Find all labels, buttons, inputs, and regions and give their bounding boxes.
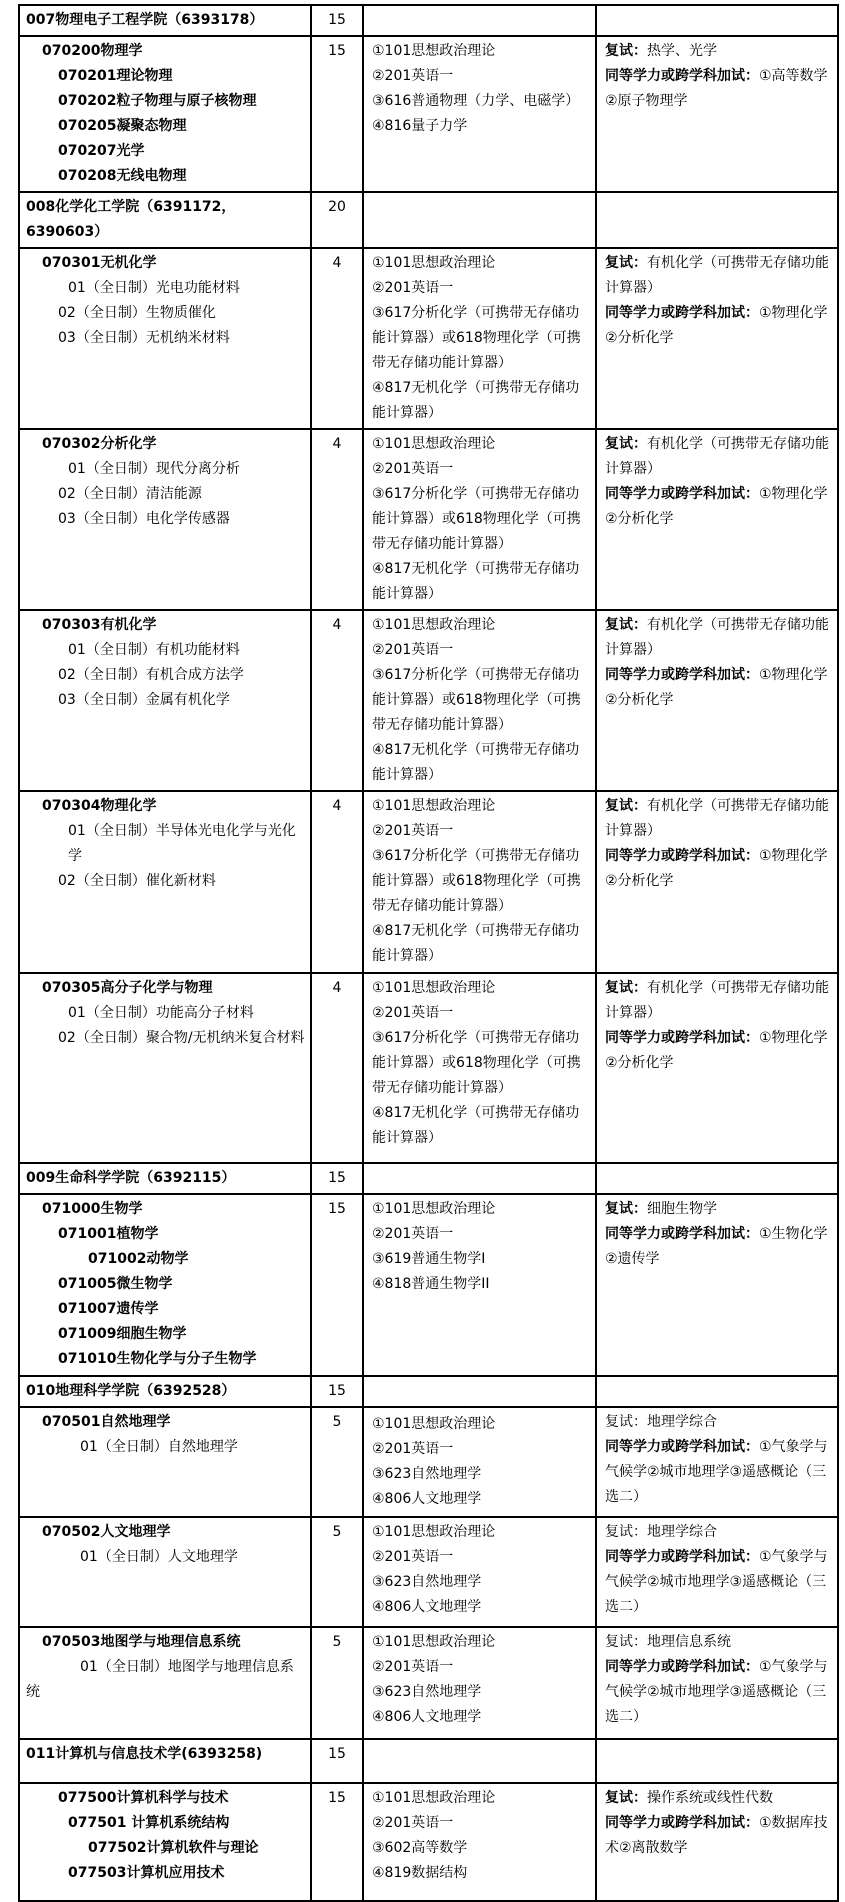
major-row <box>19 1517 838 1627</box>
retest-fushi <box>605 1197 833 1222</box>
dept-name: 008化学化工学院（6391172，6390603） <box>26 199 236 240</box>
retest-fushi-text: 有机化学（可携带无存储功能计算器） <box>605 436 829 477</box>
dept-row <box>19 1163 838 1194</box>
retest-jiashi <box>605 482 833 532</box>
enrollment-quota: 5 <box>332 1634 342 1650</box>
exam-subject: ③617分析化学（可携带无存储功能计算器）或618物理化学（可携带无存储功能计算器） <box>372 305 581 371</box>
exam-subject: ②201英语一 <box>372 461 454 477</box>
major-cell <box>19 610 311 791</box>
major-row <box>19 1194 838 1376</box>
retest-fushi <box>605 39 833 64</box>
research-direction: 03（全日制）金属有机化学 <box>58 692 230 708</box>
research-direction: 01（全日制）有机功能材料 <box>68 642 240 658</box>
exam-subject: ③623自然地理学 <box>372 1466 482 1482</box>
dept-name: 007物理电子工程学院（6393178） <box>26 12 264 28</box>
retest-cell <box>596 429 838 610</box>
quota-cell <box>311 429 363 610</box>
research-direction: 01（全日制）半导体光电化学与光化学 <box>68 823 296 864</box>
retest-fushi <box>605 432 833 482</box>
major-cell <box>19 1407 311 1517</box>
retest-cell <box>596 192 838 248</box>
retest-fushi-text: 有机化学（可携带无存储功能计算器） <box>605 798 829 839</box>
retest-jiashi-text: ①物理化学②分析化学 <box>605 305 828 346</box>
research-direction: 02（全日制）催化新材料 <box>58 873 216 889</box>
quota-cell <box>311 1739 363 1783</box>
retest-fushi <box>605 1410 833 1435</box>
major-row <box>19 429 838 610</box>
retest-jiashi <box>605 1545 833 1620</box>
retest-jiashi-label: 同等学力或跨学科加试： <box>605 1815 759 1831</box>
enrollment-quota: 15 <box>328 1201 346 1217</box>
major-title: 070305高分子化学与物理 <box>42 980 213 996</box>
exam-subjects-cell <box>363 1517 596 1627</box>
retest-jiashi <box>605 1222 833 1272</box>
research-direction: 03（全日制）电化学传感器 <box>58 511 230 527</box>
retest-jiashi <box>605 663 833 713</box>
retest-jiashi-text: ①物理化学②分析化学 <box>605 1030 828 1071</box>
major-title: 070301无机化学 <box>42 255 157 271</box>
enrollment-quota: 4 <box>332 980 342 996</box>
retest-fushi-text: 热学、光学 <box>647 43 717 59</box>
retest-jiashi-label: 同等学力或跨学科加试： <box>605 486 759 502</box>
quota-cell <box>311 5 363 36</box>
exam-subject: ①101思想政治理论 <box>372 1416 496 1432</box>
dept-name-cell <box>19 192 311 248</box>
retest-fushi-label: 复试： <box>605 980 647 996</box>
retest-fushi <box>605 976 833 1026</box>
retest-fushi <box>605 1630 833 1655</box>
enrollment-quota: 4 <box>332 798 342 814</box>
quota-cell <box>311 1783 363 1901</box>
research-direction: 02（全日制）清洁能源 <box>58 486 202 502</box>
major-row <box>19 791 838 973</box>
major-cell <box>19 1627 311 1739</box>
retest-fushi <box>605 1520 833 1545</box>
enrollment-quota: 15 <box>328 1170 346 1186</box>
exam-subject: ②201英语一 <box>372 1815 454 1831</box>
exam-subject: ②201英语一 <box>372 1005 454 1021</box>
exam-subject: ④819数据结构 <box>372 1865 468 1881</box>
enrollment-quota: 5 <box>332 1414 342 1430</box>
major-row <box>19 973 838 1163</box>
retest-cell <box>596 1627 838 1739</box>
retest-cell <box>596 1194 838 1376</box>
major-title: 070503地图学与地理信息系统 <box>42 1634 241 1650</box>
retest-fushi <box>605 613 833 663</box>
retest-jiashi-text: ①气象学与气候学②城市地理学③遥感概论（三选二） <box>605 1549 828 1615</box>
retest-jiashi-label: 同等学力或跨学科加试： <box>605 1439 759 1455</box>
exam-subject: ①101思想政治理论 <box>372 1201 496 1217</box>
quota-cell <box>311 1627 363 1739</box>
retest-jiashi-text: ①气象学与气候学②城市地理学③遥感概论（三选二） <box>605 1439 828 1505</box>
major-title: 070303有机化学 <box>42 617 157 633</box>
enrollment-quota: 4 <box>332 436 342 452</box>
retest-fushi-text: 有机化学（可携带无存储功能计算器） <box>605 617 829 658</box>
research-direction: 02（全日制）聚合物/无机纳米复合材料 <box>58 1030 305 1046</box>
exam-subject: ②201英语一 <box>372 1549 454 1565</box>
exam-subject: ③617分析化学（可携带无存储功能计算器）或618物理化学（可携带无存储功能计算器） <box>372 486 581 552</box>
research-direction: 01（全日制）功能高分子材料 <box>68 1005 254 1021</box>
retest-fushi-label: 复试： <box>605 1634 647 1650</box>
major-cell <box>19 248 311 429</box>
major-title: 070302分析化学 <box>42 436 157 452</box>
major-cell <box>19 1783 311 1901</box>
exam-subjects-cell <box>363 610 596 791</box>
retest-fushi-text: 有机化学（可携带无存储功能计算器） <box>605 255 829 296</box>
enrollment-quota: 20 <box>328 199 346 215</box>
exam-subject: ④817无机化学（可携带无存储功能计算器） <box>372 561 580 602</box>
retest-fushi-text: 地理学综合 <box>647 1524 717 1540</box>
exam-subject: ①101思想政治理论 <box>372 617 496 633</box>
retest-jiashi-text: ①物理化学②分析化学 <box>605 848 828 889</box>
retest-cell <box>596 1407 838 1517</box>
dept-name-cell <box>19 1739 311 1783</box>
major-title: 070304物理化学 <box>42 798 157 814</box>
exam-subject: ①101思想政治理论 <box>372 1634 496 1650</box>
retest-fushi <box>605 1786 833 1811</box>
major-title: 077500计算机科学与技术 <box>58 1790 229 1806</box>
exam-subjects-cell <box>363 192 596 248</box>
retest-cell <box>596 1163 838 1194</box>
dept-name: 010地理科学学院（6392528） <box>26 1383 236 1399</box>
retest-jiashi-text: ①物理化学②分析化学 <box>605 486 828 527</box>
exam-subjects-cell <box>363 1739 596 1783</box>
research-direction: 02（全日制）有机合成方法学 <box>58 667 244 683</box>
quota-cell <box>311 192 363 248</box>
dept-name-cell <box>19 5 311 36</box>
retest-cell <box>596 1783 838 1901</box>
retest-jiashi <box>605 1026 833 1076</box>
retest-jiashi-label: 同等学力或跨学科加试： <box>605 305 759 321</box>
retest-fushi-label: 复试： <box>605 43 647 59</box>
major-cell <box>19 429 311 610</box>
retest-jiashi-text: ①气象学与气候学②城市地理学③遥感概论（三选二） <box>605 1659 828 1725</box>
dept-name-cell <box>19 1376 311 1407</box>
enrollment-quota: 15 <box>328 12 346 28</box>
major-row <box>19 36 838 192</box>
exam-subject: ④806人文地理学 <box>372 1599 482 1615</box>
retest-jiashi-label: 同等学力或跨学科加试： <box>605 667 759 683</box>
retest-fushi <box>605 251 833 301</box>
exam-subject: ①101思想政治理论 <box>372 1524 496 1540</box>
major-title: 071000生物学 <box>42 1201 143 1217</box>
enrollment-quota: 15 <box>328 43 346 59</box>
retest-cell <box>596 5 838 36</box>
retest-cell <box>596 248 838 429</box>
sub-major: 071001植物学 <box>58 1226 159 1242</box>
exam-subjects-cell <box>363 429 596 610</box>
enrollment-quota: 15 <box>328 1790 346 1806</box>
sub-major: 070205凝聚态物理 <box>58 118 187 134</box>
exam-subjects-cell <box>363 1627 596 1739</box>
sub-major: 071007遗传学 <box>58 1301 159 1317</box>
major-row <box>19 1627 838 1739</box>
retest-jiashi <box>605 844 833 894</box>
quota-cell <box>311 1517 363 1627</box>
exam-subjects-cell <box>363 5 596 36</box>
sub-major: 071010生物化学与分子生物学 <box>58 1351 257 1367</box>
sub-major: 070208无线电物理 <box>58 168 187 184</box>
retest-fushi <box>605 794 833 844</box>
exam-subject: ①101思想政治理论 <box>372 436 496 452</box>
retest-fushi-label: 复试： <box>605 1414 647 1430</box>
exam-subject: ②201英语一 <box>372 1659 454 1675</box>
retest-jiashi-text: ①生物化学②遗传学 <box>605 1226 828 1267</box>
retest-fushi-label: 复试： <box>605 255 647 271</box>
enrollment-quota: 5 <box>332 1524 342 1540</box>
major-title: 070200物理学 <box>42 43 143 59</box>
sub-major: 070207光学 <box>58 143 145 159</box>
exam-subject: ④817无机化学（可携带无存储功能计算器） <box>372 380 580 421</box>
major-title: 070502人文地理学 <box>42 1524 171 1540</box>
exam-subject: ②201英语一 <box>372 280 454 296</box>
retest-fushi-label: 复试： <box>605 1790 647 1806</box>
exam-subject: ③617分析化学（可携带无存储功能计算器）或618物理化学（可携带无存储功能计算器） <box>372 1030 581 1096</box>
dept-name-cell <box>19 1163 311 1194</box>
major-cell <box>19 973 311 1163</box>
major-cell <box>19 1517 311 1627</box>
quota-cell <box>311 248 363 429</box>
exam-subjects-cell <box>363 248 596 429</box>
retest-fushi-text: 有机化学（可携带无存储功能计算器） <box>605 980 829 1021</box>
quota-cell <box>311 1194 363 1376</box>
retest-fushi-text: 地理学综合 <box>647 1414 717 1430</box>
retest-cell <box>596 1376 838 1407</box>
exam-subjects-cell <box>363 1407 596 1517</box>
major-row <box>19 1407 838 1517</box>
retest-fushi-label: 复试： <box>605 1201 647 1217</box>
retest-jiashi <box>605 64 833 114</box>
exam-subject: ①101思想政治理论 <box>372 1790 496 1806</box>
enrollment-quota: 4 <box>332 255 342 271</box>
sub-major: 070201理论物理 <box>58 68 173 84</box>
quota-cell <box>311 1407 363 1517</box>
dept-row <box>19 5 838 36</box>
retest-jiashi-text: ①高等数学②原子物理学 <box>605 68 828 109</box>
exam-subject: ④817无机化学（可携带无存储功能计算器） <box>372 923 580 964</box>
dept-row <box>19 192 838 248</box>
retest-cell <box>596 973 838 1163</box>
retest-fushi-text: 细胞生物学 <box>647 1201 717 1217</box>
research-direction: 01（全日制）现代分离分析 <box>68 461 240 477</box>
dept-row <box>19 1739 838 1783</box>
retest-cell <box>596 36 838 192</box>
quota-cell <box>311 36 363 192</box>
research-direction: 03（全日制）无机纳米材料 <box>58 330 230 346</box>
retest-jiashi-label: 同等学力或跨学科加试： <box>605 68 759 84</box>
major-row <box>19 248 838 429</box>
retest-jiashi-label: 同等学力或跨学科加试： <box>605 848 759 864</box>
research-direction: 01（全日制）人文地理学 <box>80 1549 238 1565</box>
research-direction: 01（全日制）自然地理学 <box>80 1439 238 1455</box>
retest-fushi-text: 地理信息系统 <box>647 1634 731 1650</box>
exam-subject: ④806人文地理学 <box>372 1709 482 1725</box>
sub-major: 071005微生物学 <box>58 1276 173 1292</box>
quota-cell <box>311 791 363 973</box>
retest-cell <box>596 1739 838 1783</box>
retest-jiashi-label: 同等学力或跨学科加试： <box>605 1226 759 1242</box>
exam-subject: ④806人文地理学 <box>372 1491 482 1507</box>
exam-subject: ④817无机化学（可携带无存储功能计算器） <box>372 742 580 783</box>
exam-subject: ③623自然地理学 <box>372 1684 482 1700</box>
retest-fushi-label: 复试： <box>605 798 647 814</box>
major-cell <box>19 36 311 192</box>
research-direction: 01（全日制）光电功能材料 <box>68 280 240 296</box>
enrollment-quota: 4 <box>332 617 342 633</box>
admissions-table <box>18 4 839 1902</box>
exam-subjects-cell <box>363 1194 596 1376</box>
exam-subjects-cell <box>363 1783 596 1901</box>
exam-subjects-cell <box>363 1163 596 1194</box>
major-row <box>19 1783 838 1901</box>
sub-major: 077502计算机软件与理论 <box>88 1840 259 1856</box>
retest-fushi-label: 复试： <box>605 617 647 633</box>
quota-cell <box>311 973 363 1163</box>
exam-subject: ①101思想政治理论 <box>372 980 496 996</box>
retest-jiashi-label: 同等学力或跨学科加试： <box>605 1659 759 1675</box>
exam-subject: ①101思想政治理论 <box>372 798 496 814</box>
sub-major: 070202粒子物理与原子核物理 <box>58 93 257 109</box>
exam-subject: ①101思想政治理论 <box>372 43 496 59</box>
exam-subject: ②201英语一 <box>372 1441 454 1457</box>
dept-name: 009生命科学学院（6392115） <box>26 1170 236 1186</box>
exam-subjects-cell <box>363 973 596 1163</box>
quota-cell <box>311 610 363 791</box>
sub-major: 077501 计算机系统结构 <box>68 1815 230 1831</box>
exam-subject: ②201英语一 <box>372 68 454 84</box>
retest-fushi-label: 复试： <box>605 1524 647 1540</box>
exam-subjects-cell <box>363 36 596 192</box>
retest-cell <box>596 1517 838 1627</box>
sub-major: 077503计算机应用技术 <box>68 1865 225 1881</box>
exam-subject: ①101思想政治理论 <box>372 255 496 271</box>
exam-subject: ③623自然地理学 <box>372 1574 482 1590</box>
retest-cell <box>596 610 838 791</box>
major-title: 070501自然地理学 <box>42 1414 171 1430</box>
research-direction: 01（全日制）地图学与地理信息系 <box>80 1659 294 1675</box>
enrollment-quota: 15 <box>328 1383 346 1399</box>
exam-subject: ④817无机化学（可携带无存储功能计算器） <box>372 1105 580 1146</box>
exam-subject: ④816量子力学 <box>372 118 468 134</box>
retest-jiashi-label: 同等学力或跨学科加试： <box>605 1549 759 1565</box>
retest-jiashi-text: ①数据库技术②离散数学 <box>605 1815 828 1856</box>
retest-jiashi <box>605 1655 833 1730</box>
major-cell <box>19 791 311 973</box>
exam-subject: ②201英语一 <box>372 823 454 839</box>
exam-subject: ③617分析化学（可携带无存储功能计算器）或618物理化学（可携带无存储功能计算器） <box>372 848 581 914</box>
enrollment-quota: 15 <box>328 1746 346 1762</box>
exam-subject: ③602高等数学 <box>372 1840 468 1856</box>
retest-jiashi-label: 同等学力或跨学科加试： <box>605 1030 759 1046</box>
retest-jiashi-text: ①物理化学②分析化学 <box>605 667 828 708</box>
exam-subject: ④818普通生物学II <box>372 1276 490 1292</box>
exam-subject: ③616普通物理（力学、电磁学） <box>372 93 580 109</box>
sub-major: 071002动物学 <box>88 1251 189 1267</box>
research-direction: 02（全日制）生物质催化 <box>58 305 216 321</box>
exam-subject: ②201英语一 <box>372 1226 454 1242</box>
exam-subject: ③619普通生物学I <box>372 1251 486 1267</box>
major-row <box>19 610 838 791</box>
quota-cell <box>311 1163 363 1194</box>
retest-jiashi <box>605 1435 833 1510</box>
exam-subject: ③617分析化学（可携带无存储功能计算器）或618物理化学（可携带无存储功能计算器） <box>372 667 581 733</box>
exam-subjects-cell <box>363 1376 596 1407</box>
exam-subject: ②201英语一 <box>372 642 454 658</box>
sub-major: 071009细胞生物学 <box>58 1326 187 1342</box>
dept-row <box>19 1376 838 1407</box>
retest-fushi-text: 操作系统或线性代数 <box>647 1790 773 1806</box>
dept-name: 011计算机与信息技术学(6393258) <box>26 1746 263 1762</box>
retest-cell <box>596 791 838 973</box>
retest-jiashi <box>605 301 833 351</box>
exam-subjects-cell <box>363 791 596 973</box>
research-direction-wrap: 统 <box>26 1684 40 1700</box>
major-cell <box>19 1194 311 1376</box>
retest-fushi-label: 复试： <box>605 436 647 452</box>
quota-cell <box>311 1376 363 1407</box>
retest-jiashi <box>605 1811 833 1861</box>
